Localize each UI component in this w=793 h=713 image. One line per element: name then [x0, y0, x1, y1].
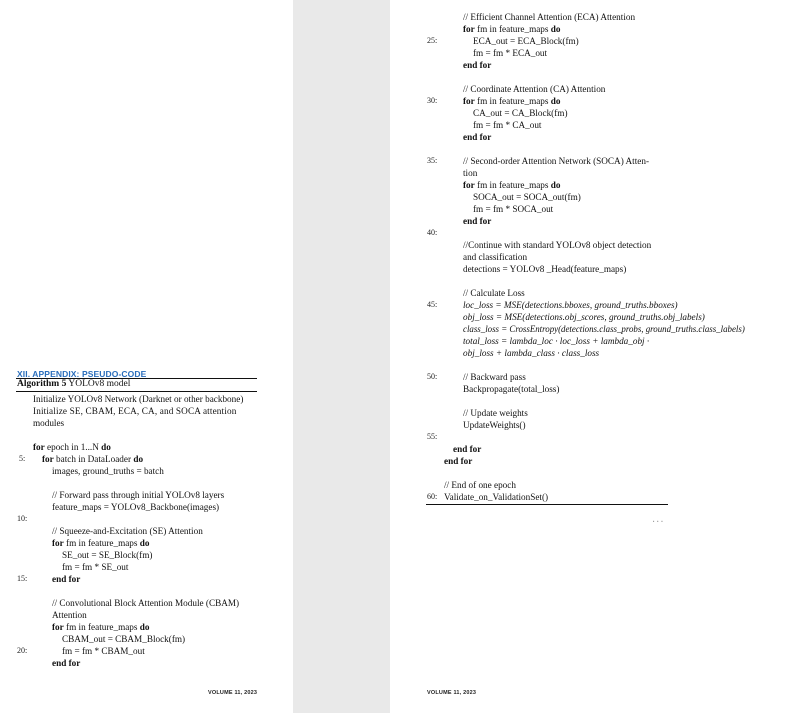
line-number: 5: [19, 454, 26, 463]
more-options-icon[interactable]: ... [652, 514, 665, 525]
code-line: feature_maps = YOLOv8_Backbone(images) [52, 502, 220, 512]
code-line: tion [463, 168, 478, 178]
algorithm-name: YOLOv8 model [68, 379, 131, 389]
algorithm-label: Algorithm 5 [17, 379, 67, 389]
line-number: 30: [427, 96, 438, 105]
code-line: obj_loss + lambda_class · class_loss [463, 348, 600, 358]
page-footer: VOLUME 11, 2023 [208, 690, 258, 696]
code-line: // Squeeze-and-Excitation (SE) Attention [52, 526, 203, 536]
line-number: 10: [17, 514, 28, 523]
code-line: for fm in feature_maps do [463, 180, 561, 190]
code-line: ECA_out = ECA_Block(fm) [473, 36, 579, 46]
code-line: Attention [52, 610, 87, 620]
line-number: 15: [17, 574, 28, 583]
line-number: 25: [427, 36, 438, 45]
algorithm-bottom-rule [426, 504, 668, 505]
code-line: for batch in DataLoader do [42, 454, 144, 464]
code-line: // Efficient Channel Attention (ECA) Attention [463, 12, 636, 22]
code-line: end for [463, 132, 492, 142]
code-line: end for [52, 658, 81, 668]
code-line: end for [444, 456, 473, 466]
code-line: UpdateWeights() [463, 420, 526, 430]
code-line: fm = fm * SE_out [62, 562, 129, 572]
code-line: end for [463, 60, 492, 70]
line-number: 20: [17, 646, 28, 655]
code-line: fm = fm * ECA_out [473, 48, 548, 58]
code-line: end for [463, 216, 492, 226]
line-number: 40: [427, 228, 438, 237]
code-line: // Update weights [463, 408, 528, 418]
code-line: CBAM_out = CBAM_Block(fm) [62, 634, 186, 644]
code-line: //Continue with standard YOLOv8 object detection [463, 240, 652, 250]
code-line: // End of one epoch [444, 480, 516, 490]
code-line: fm = fm * CA_out [473, 120, 542, 130]
code-line: for fm in feature_maps do [52, 538, 150, 548]
code-line: for fm in feature_maps do [463, 24, 561, 34]
code-line: SE_out = SE_Block(fm) [62, 550, 153, 560]
code-line: // Calculate Loss [463, 288, 525, 298]
section-title-link[interactable]: XII. APPENDIX: PSEUDO-CODE [17, 369, 147, 379]
line-number: 60: [427, 492, 438, 501]
line-number: 50: [427, 372, 438, 381]
code-line: // Forward pass through initial YOLOv8 layers [52, 490, 225, 500]
code-line: loc_loss = MSE(detections.bboxes, ground_truths.bboxes) [463, 300, 678, 310]
code-line: Initialize YOLOv8 Network (Darknet or other backbone) [33, 394, 244, 404]
line-number: 35: [427, 156, 438, 165]
code-line: for fm in feature_maps do [463, 96, 561, 106]
code-line: Validate_on_ValidationSet() [444, 492, 549, 502]
code-line: fm = fm * CBAM_out [62, 646, 145, 656]
code-line: fm = fm * SOCA_out [473, 204, 554, 214]
page-gutter [293, 0, 390, 713]
code-line: Initialize SE, CBAM, ECA, CA, and SOCA attention [33, 406, 237, 416]
code-line: end for [453, 444, 482, 454]
code-line: images, ground_truths = batch [52, 466, 164, 476]
code-line: // Backward pass [463, 372, 526, 382]
code-line: end for [52, 574, 81, 584]
page-footer: VOLUME 11, 2023 [427, 690, 477, 696]
algorithm-caption-rule [16, 391, 257, 392]
algorithm-caption [17, 379, 130, 389]
code-line: // Convolutional Block Attention Module (CBAM) [52, 598, 240, 608]
code-line: detections = YOLOv8 _Head(feature_maps) [463, 264, 627, 274]
line-number: 45: [427, 300, 438, 309]
code-line: and classification [463, 252, 528, 262]
code-line: Backpropagate(total_loss) [463, 384, 560, 394]
code-line: // Second-order Attention Network (SOCA) Atten- [463, 156, 650, 166]
line-number: 55: [427, 432, 438, 441]
code-line: SOCA_out = SOCA_out(fm) [473, 192, 581, 202]
code-line: // Coordinate Attention (CA) Attention [463, 84, 606, 94]
code-line: for epoch in 1...N do [33, 442, 111, 452]
code-line: class_loss = CrossEntropy(detections.class_probs, ground_truths.class_labels) [463, 324, 745, 334]
code-line: modules [33, 418, 65, 428]
code-line: obj_loss = MSE(detections.obj_scores, ground_truths.obj_labels) [463, 312, 705, 322]
code-line: CA_out = CA_Block(fm) [473, 108, 568, 118]
code-line: total_loss = lambda_loc · loc_loss + lambda_obj · [463, 336, 650, 346]
code-line: for fm in feature_maps do [52, 622, 150, 632]
